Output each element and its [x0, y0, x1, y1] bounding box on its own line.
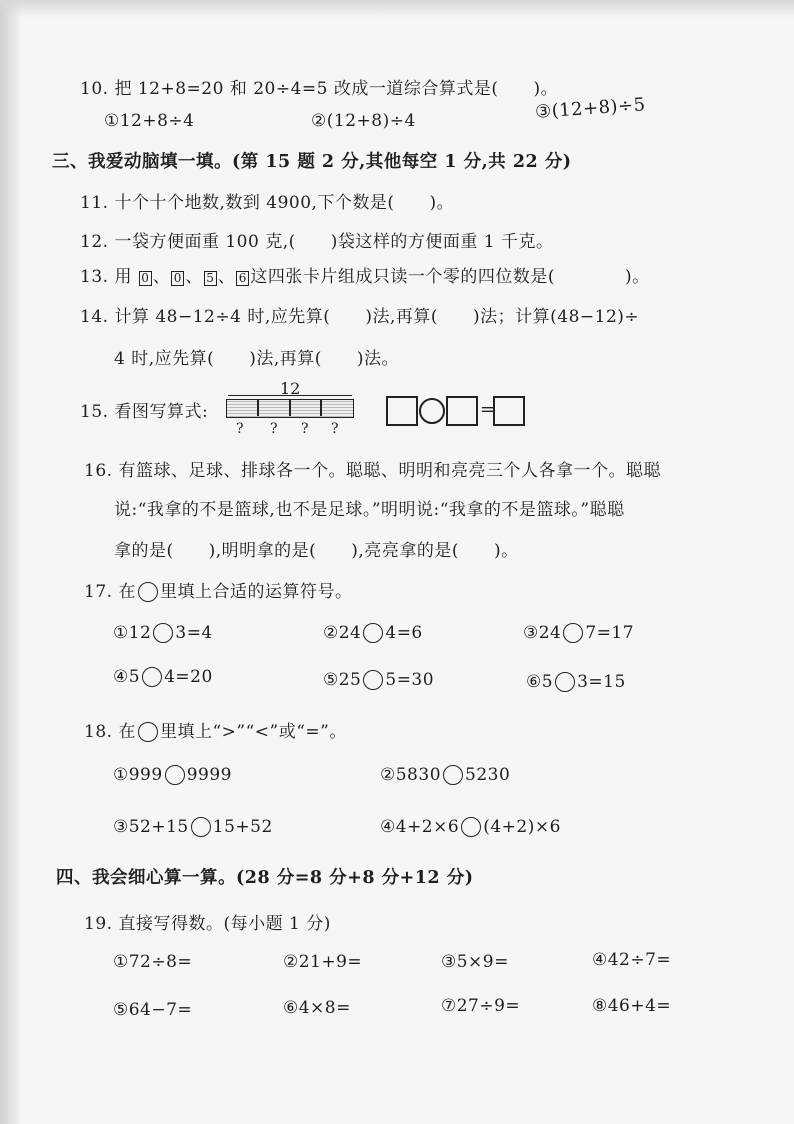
question-13: 13. 用 0 、 0 、 5 、 6 这四张卡片组成只读一个零的四位数是( )。 — [80, 267, 650, 287]
q18-suffix: 里填上“>”“<”或“=”。 — [159, 722, 347, 742]
bar-divider — [257, 400, 259, 416]
q17-prefix: 17. 在 — [84, 582, 136, 602]
question-19: 19. 直接写得数。(每小题 1 分) — [84, 914, 331, 934]
scan-shadow-left — [0, 0, 22, 1124]
question-17 — [84, 577, 352, 602]
question-16-line2: 说:“我拿的不是篮球,也不是足球。”明明说:“我拿的不是篮球。”聪聪 — [114, 500, 625, 520]
question-15: 15. 看图写算式: — [80, 402, 209, 422]
q19-item-8: ⑧46+4= — [592, 996, 672, 1016]
card-1: 0 — [139, 271, 152, 286]
q19-item-7: ⑦27÷9= — [441, 996, 521, 1016]
q17-item-5: ⑤25 5=30 — [323, 670, 435, 690]
bar-question-mark: ? — [270, 421, 278, 437]
question-10: 10. 把 12+8=20 和 20÷4=5 改成一道综合算式是( )。 — [80, 79, 559, 99]
q19-item-6: ⑥4×8= — [283, 998, 351, 1018]
scan-shadow-top — [0, 0, 794, 18]
answer-circle[interactable] — [443, 765, 463, 785]
q17-suffix: 里填上合适的运算符号。 — [159, 582, 353, 602]
question-16-line3: 拿的是( ),明明拿的是( ),亮亮拿的是( )。 — [114, 541, 519, 561]
answer-circle[interactable] — [165, 765, 185, 785]
bar-question-mark: ? — [301, 421, 309, 437]
q19-item-4: ④42÷7= — [592, 950, 672, 970]
q10-option-3: ③(12+8)÷5 — [534, 94, 647, 123]
question-16-line1: 16. 有篮球、足球、排球各一个。聪聪、明明和亮亮三个人各拿一个。聪聪 — [84, 461, 661, 481]
q18-item-4: ④4+2×6 (4+2)×6 — [380, 817, 561, 837]
q18-item-1: ①999 9999 — [113, 765, 232, 785]
q18-prefix: 18. 在 — [84, 722, 136, 742]
bar-question-mark: ? — [331, 421, 339, 437]
card-3: 5 — [204, 271, 217, 286]
answer-circle[interactable] — [555, 672, 575, 692]
section-3-heading: 三、我爱动脑填一填。(第 15 题 2 分,其他每空 1 分,共 22 分) — [52, 152, 572, 172]
card-2: 0 — [171, 271, 184, 286]
q18-item-2: ②5830 5230 — [380, 765, 511, 785]
bar-divider — [320, 400, 322, 416]
question-12: 12. 一袋方便面重 100 克,( )袋这样的方便面重 1 千克。 — [80, 232, 554, 252]
q10-option-2: ②(12+8)÷4 — [311, 111, 416, 131]
q17-item-6: ⑥5 3=15 — [526, 672, 626, 692]
q19-item-5: ⑤64−7= — [113, 1000, 193, 1020]
question-18 — [84, 717, 347, 742]
q17-item-4: ④5 4=20 — [113, 667, 213, 687]
q17-item-1: ①12 3=4 — [113, 623, 213, 643]
q10-option-1: ①12+8÷4 — [104, 111, 195, 131]
q13-suffix: 这四张卡片组成只读一个零的四位数是( )。 — [250, 267, 650, 287]
q19-item-2: ②21+9= — [283, 952, 363, 972]
answer-circle[interactable] — [363, 670, 383, 690]
answer-circle[interactable] — [191, 817, 211, 837]
q19-item-1: ①72÷8= — [113, 952, 193, 972]
q17-item-2: ②24 4=6 — [323, 623, 423, 643]
section-4-heading: 四、我会细心算一算。(28 分=8 分+8 分+12 分) — [56, 868, 474, 888]
segment-bar — [226, 399, 354, 418]
circle-icon — [138, 582, 158, 602]
bar-total-label: 12 — [280, 379, 301, 398]
answer-circle[interactable] — [363, 623, 383, 643]
answer-box[interactable] — [493, 396, 525, 426]
q18-item-3: ③52+15 15+52 — [113, 817, 273, 837]
equals-sign: = — [480, 399, 496, 420]
bar-question-mark: ? — [236, 421, 244, 437]
question-14-line1: 14. 计算 48−12÷4 时,应先算( )法,再算( )法；计算(48−12)÷ — [80, 307, 640, 327]
answer-circle[interactable] — [142, 667, 162, 687]
question-14-line2: 4 时,应先算( )法,再算( )法。 — [114, 349, 400, 369]
bar-divider — [289, 400, 291, 416]
answer-circle[interactable] — [563, 623, 583, 643]
circle-icon — [138, 722, 158, 742]
q17-item-3: ③24 7=17 — [523, 623, 635, 643]
answer-box[interactable] — [446, 396, 478, 426]
q19-item-3: ③5×9= — [441, 952, 509, 972]
operator-circle[interactable] — [419, 398, 445, 424]
answer-box[interactable] — [386, 396, 418, 426]
card-4: 6 — [236, 271, 249, 286]
answer-circle[interactable] — [153, 623, 173, 643]
q13-prefix: 13. 用 — [80, 267, 138, 287]
question-11: 11. 十个十个地数,数到 4900,下个数是( )。 — [80, 193, 455, 213]
answer-circle[interactable] — [461, 817, 481, 837]
